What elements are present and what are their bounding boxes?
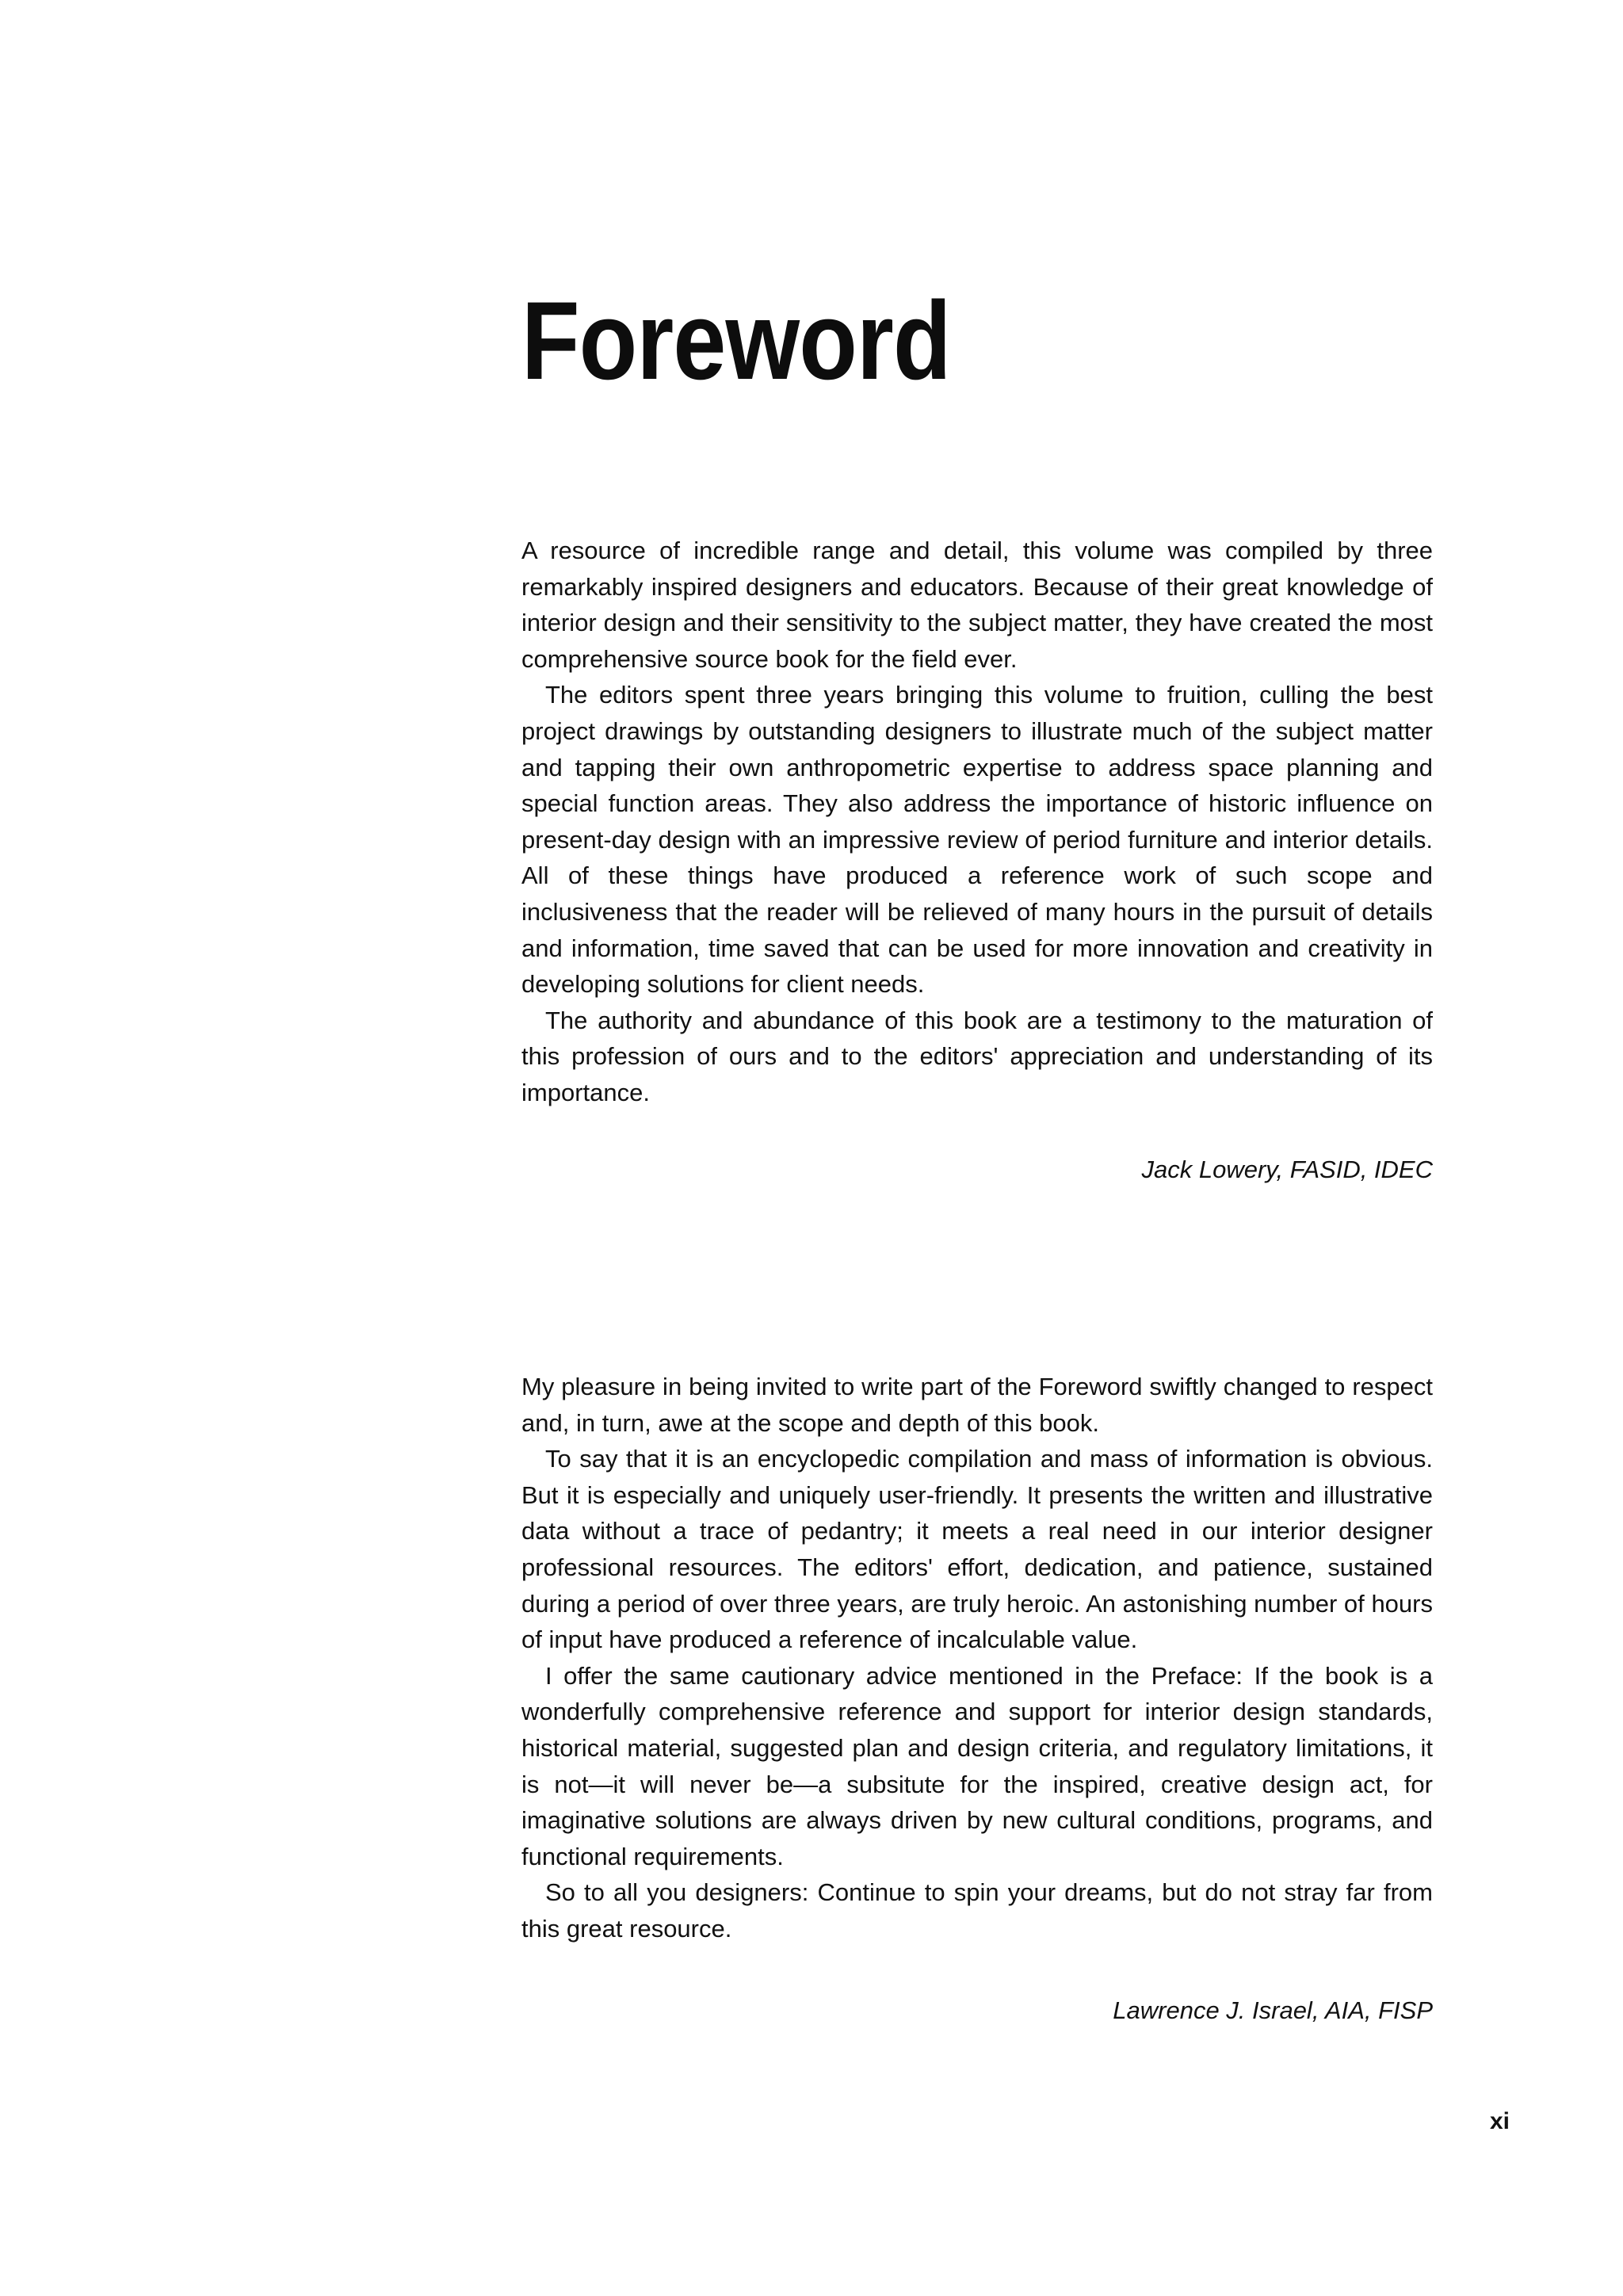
page-number: xi <box>1490 2108 1510 2134</box>
body-paragraph: A resource of incredible range and detail, this volume was compiled by three remarkably inspired designers and educators. Because of their great knowledge of interior design and their sensitivity to the subject matter, they have created the most comprehensive source book for the field ever. <box>521 537 1433 673</box>
foreword-section-israel <box>521 1369 1433 2028</box>
page-title: Foreword <box>521 278 951 403</box>
author-signature: Jack Lowery, FASID, IDEC <box>1141 1155 1433 1183</box>
body-paragraph: So to all you designers: Continue to spin your dreams, but do not stray far from this great resource. <box>521 1878 1433 1943</box>
body-paragraph: I offer the same cautionary advice mentioned in the Preface: If the book is a wonderfully comprehensive reference and support for interior design standards, historical material, suggested plan and design criteria, and regulatory limitations, it is not—it will never be—a subsitute for the inspired, creative design act, for imaginative solutions are always driven by new cultural conditions, programs, and functional requirements. <box>521 1661 1433 1870</box>
body-paragraph: To say that it is an encyclopedic compilation and mass of information is obvious. But it is especially and uniquely user-friendly. It presents the written and illustrative data without a trace of pedantry; it meets a real need in our interior designer professional resources. The editors' effort, dedication, and patience, sustained during a period of over three years, are truly heroic. An astonishing number of hours of input have produced a reference of incalculable value. <box>521 1445 1433 1654</box>
body-paragraph: The authority and abundance of this book are a testimony to the maturation of this profession of ours and to the editors' appreciation and understanding of its importance. <box>521 1006 1433 1106</box>
body-paragraph: My pleasure in being invited to write part of the Foreword swiftly changed to respect and, in turn, awe at the scope and depth of this book. <box>521 1373 1433 1437</box>
author-signature: Lawrence J. Israel, AIA, FISP <box>1113 1996 1433 2024</box>
foreword-section-lowery <box>521 533 1433 1187</box>
body-paragraph: The editors spent three years bringing this volume to fruition, culling the best project drawings by outstanding designers to illustrate much of the subject matter and tapping their own anthropometric expertise to address space planning and special function areas. They also address the importance of historic influence on present-day design with an impressive review of period furniture and interior details. All of these things have produced a reference work of such scope and inclusiveness that the reader will be relieved of many hours in the pursuit of details and information, time saved that can be used for more innovation and creativity in developing solutions for client needs. <box>521 681 1433 999</box>
